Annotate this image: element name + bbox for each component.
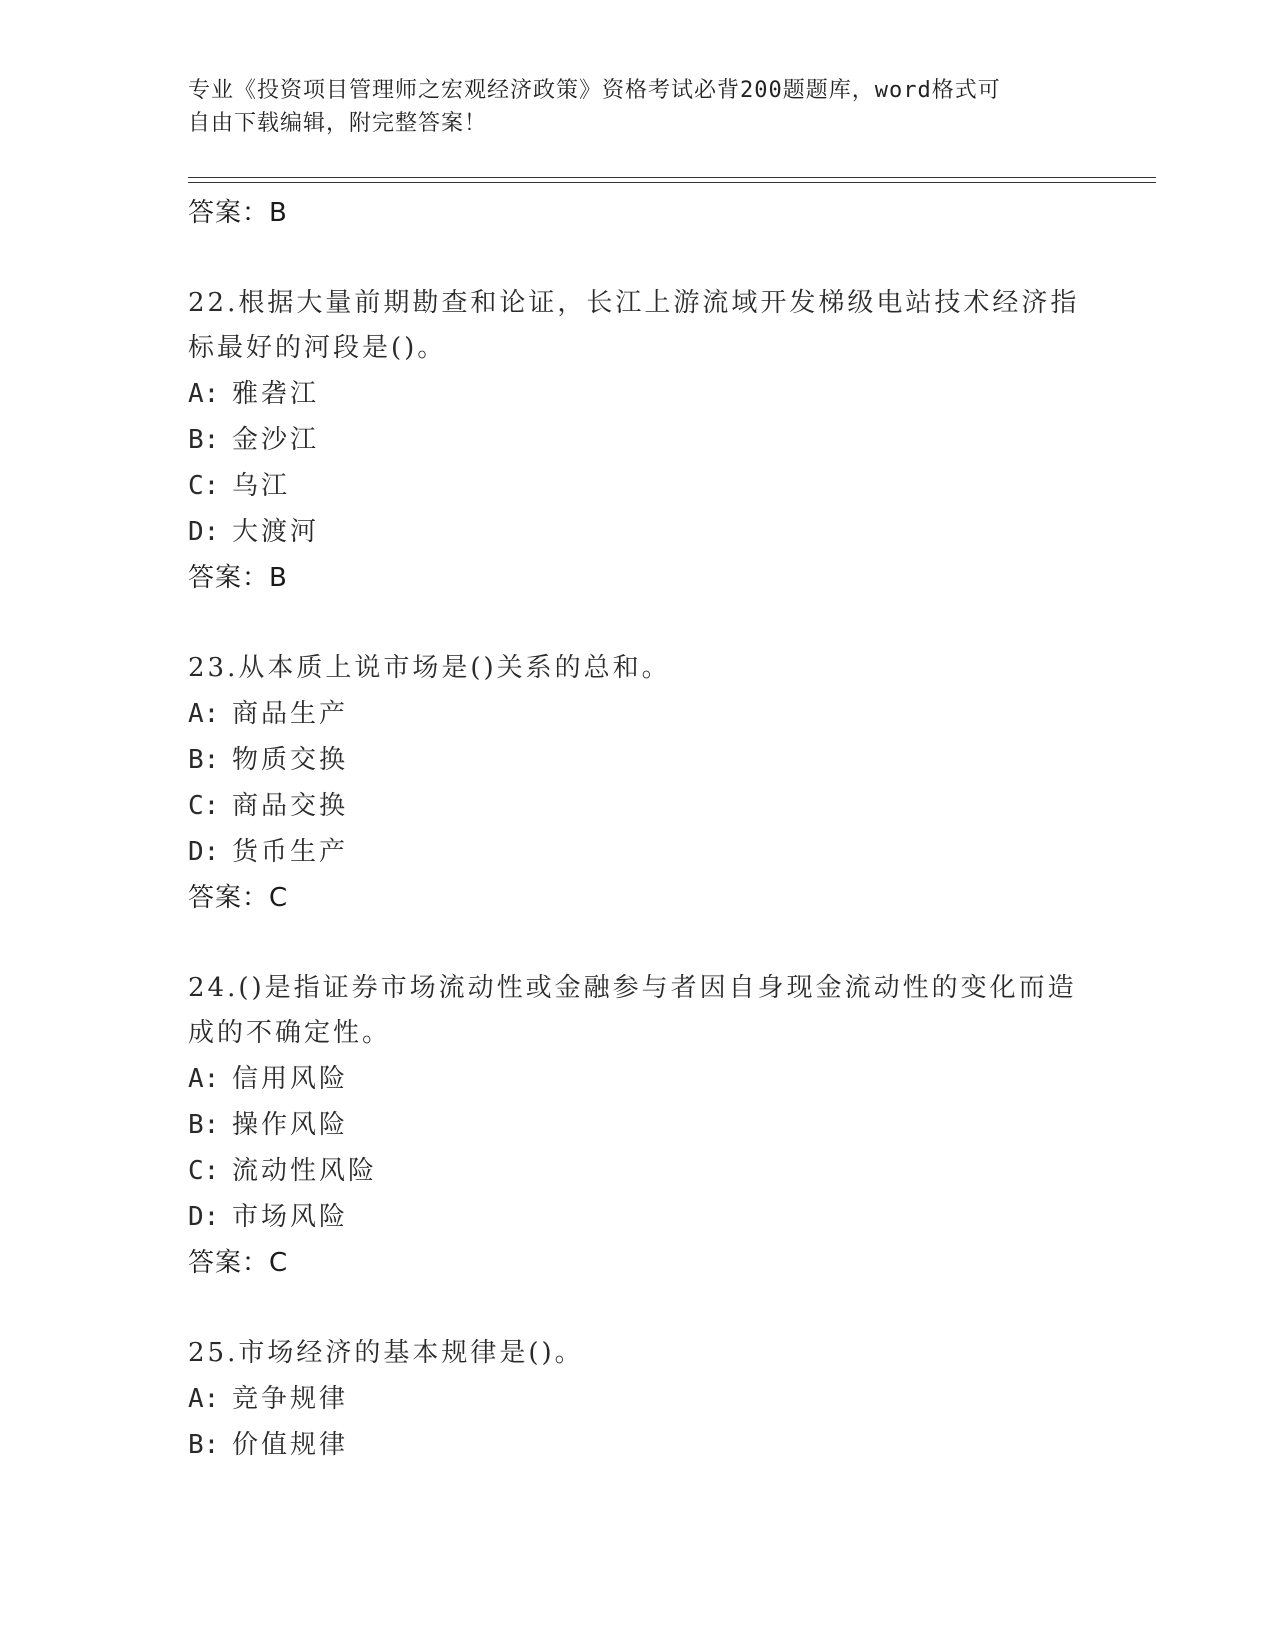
option-letter: A: xyxy=(188,1064,220,1094)
option-text: 货币生产 xyxy=(232,837,349,867)
option-letter: D: xyxy=(188,517,220,547)
question-23 xyxy=(188,646,1088,921)
option-text: 乌江 xyxy=(232,471,291,501)
header-line-1: 专业《投资项目管理师之宏观经济政策》资格考试必背200题题库，word格式可 xyxy=(188,78,1001,103)
question-22-stem-line-1: 22.根据大量前期勘查和论证，长江上游流域开发梯级电站技术经济指 xyxy=(188,288,1080,318)
spacer xyxy=(188,921,1088,966)
question-24-option-c xyxy=(188,1148,1088,1194)
question-list xyxy=(188,190,1088,1468)
question-24-option-b xyxy=(188,1102,1088,1148)
question-23-stem xyxy=(188,646,1088,691)
option-letter: B: xyxy=(188,745,220,775)
spacer xyxy=(188,236,1088,281)
option-letter: B: xyxy=(188,1430,220,1460)
question-24-option-d xyxy=(188,1194,1088,1240)
option-text: 市场风险 xyxy=(232,1202,349,1232)
option-letter: C: xyxy=(188,791,220,821)
option-text: 商品交换 xyxy=(232,791,349,821)
document-header xyxy=(188,74,1068,140)
question-22-option-c xyxy=(188,463,1088,509)
option-letter: A: xyxy=(188,379,220,409)
question-25-stem-line-1: 25.市场经济的基本规律是()。 xyxy=(188,1338,584,1368)
question-23-option-b xyxy=(188,737,1088,783)
option-text: 雅砻江 xyxy=(232,379,320,409)
question-22-option-d xyxy=(188,509,1088,555)
question-25-option-b xyxy=(188,1422,1088,1468)
option-letter: C: xyxy=(188,1156,220,1186)
option-letter: D: xyxy=(188,1202,220,1232)
header-line-2: 自由下载编辑，附完整答案！ xyxy=(188,111,488,136)
option-letter: B: xyxy=(188,425,220,455)
question-25-option-a xyxy=(188,1376,1088,1422)
question-24-answer: 答案：C xyxy=(188,1248,289,1278)
option-text: 流动性风险 xyxy=(232,1156,378,1186)
option-text: 信用风险 xyxy=(232,1064,349,1094)
option-letter: B: xyxy=(188,1110,220,1140)
question-25-stem xyxy=(188,1331,1088,1376)
question-22 xyxy=(188,281,1088,601)
question-22-option-a xyxy=(188,371,1088,417)
option-letter: C: xyxy=(188,471,220,501)
question-22-stem-line-2: 标最好的河段是()。 xyxy=(188,333,447,363)
option-text: 大渡河 xyxy=(232,517,320,547)
question-23-option-d xyxy=(188,829,1088,875)
option-text: 操作风险 xyxy=(232,1110,349,1140)
header-divider xyxy=(188,177,1156,183)
question-22-option-b xyxy=(188,417,1088,463)
question-24 xyxy=(188,966,1088,1286)
option-letter: D: xyxy=(188,837,220,867)
option-text: 价值规律 xyxy=(232,1430,349,1460)
option-text: 物质交换 xyxy=(232,745,349,775)
question-22-stem xyxy=(188,281,1088,371)
spacer xyxy=(188,601,1088,646)
option-text: 金沙江 xyxy=(232,425,320,455)
option-text: 竞争规律 xyxy=(232,1384,349,1414)
question-24-stem-line-1: 24.()是指证券市场流动性或金融参与者因自身现金流动性的变化而造 xyxy=(188,973,1077,1003)
question-23-option-c xyxy=(188,783,1088,829)
question-23-stem-line-1: 23.从本质上说市场是()关系的总和。 xyxy=(188,653,671,683)
question-24-stem-line-2: 成的不确定性。 xyxy=(188,1018,392,1048)
question-23-answer: 答案：C xyxy=(188,883,289,913)
question-24-option-a xyxy=(188,1056,1088,1102)
question-25 xyxy=(188,1331,1088,1468)
question-24-stem xyxy=(188,966,1088,1056)
option-text: 商品生产 xyxy=(232,699,349,729)
answer-previous: 答案：B xyxy=(188,198,288,228)
option-letter: A: xyxy=(188,1384,220,1414)
option-letter: A: xyxy=(188,699,220,729)
question-22-answer: 答案：B xyxy=(188,563,288,593)
spacer xyxy=(188,1286,1088,1331)
question-23-option-a xyxy=(188,691,1088,737)
